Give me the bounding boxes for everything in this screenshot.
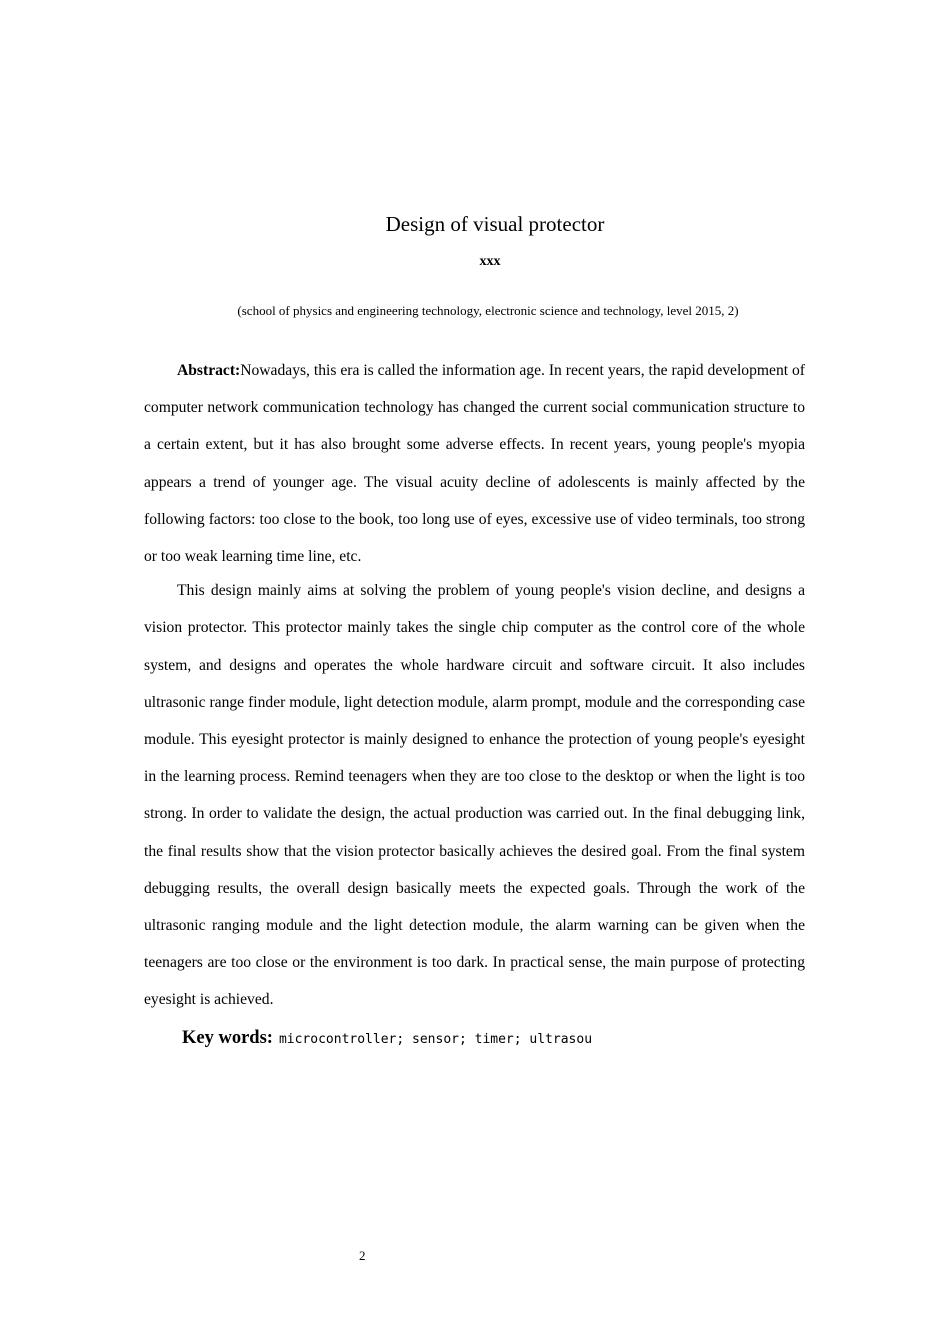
page-number: 2 — [359, 1248, 366, 1263]
abstract-paragraph-2: This design mainly aims at solving the problem of young people's vision decline, and designs a vision protector. This protector mainly takes the single chip computer as the control core of the whole system, and designs and operates the whole hardware circuit and software circuit. It also includes ultrasonic range finder module, light detection module, alarm prompt, module and the corresponding case module. This eyesight protector is mainly designed to enhance the protection of young people's eyesight in the learning process. Remind teenagers when they are too close to the desktop or when the light is too strong. In order to validate the design, the actual production was carried out. In the final debugging link, the final results show that the vision protector basically achieves the desired goal. From the final system debugging results, the overall design basically meets the expected goals. Through the work of the ultrasonic ranging module and the light detection module, the alarm warning can be given when the teenagers are too close or the environment is too dark. In practical sense, the main purpose of protecting eyesight is achieved. — [144, 582, 805, 1009]
abstract-text: Nowadays, this era is called the information age. In recent years, the rapid development of computer network communication technology has changed the current social communication structure to a certain extent, but it has also brought some adverse effects. In recent years, young people's myopia appears a trend of younger age. The visual acuity decline of adolescents is mainly affected by the following factors: too close to the book, too long use of eyes, excessive use of video terminals, too strong or too weak learning time line, etc. — [144, 362, 805, 566]
abstract-section — [144, 352, 805, 1019]
author-affiliation: (school of physics and engineering technology, electronic science and technology, level 2015, 2) — [237, 303, 739, 318]
abstract-label: Abstract: — [177, 362, 241, 379]
keywords-text: microcontroller; sensor; timer; ultrasou — [278, 1032, 593, 1047]
author-name: xxx — [479, 254, 501, 269]
paper-title: Design of visual protector — [385, 212, 605, 236]
abstract-paragraph-1 — [144, 352, 805, 575]
keywords-label: Key words: — [182, 1028, 273, 1048]
keywords-line — [182, 1024, 592, 1054]
